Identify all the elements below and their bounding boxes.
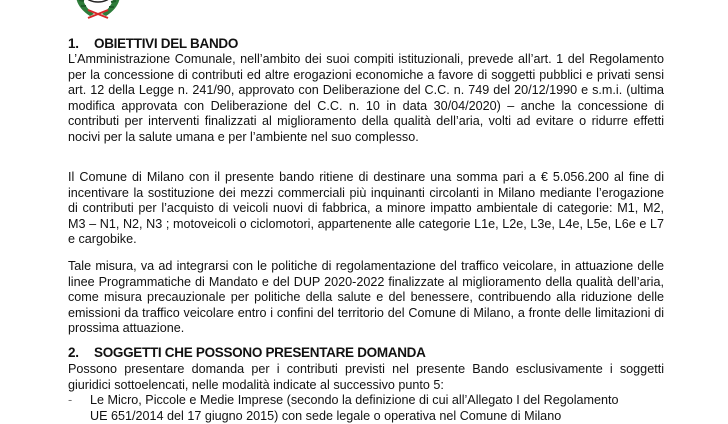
bullet-text: Le Micro, Piccole e Medie Imprese (secondo la definizione di cui all’Allegato I del Regolamento — [90, 393, 619, 407]
section-title: OBIETTIVI DEL BANDO — [94, 36, 239, 51]
section-1-paragraph-1: L’Amministrazione Comunale, nell’ambito dei suoi compiti istituzionali, prevede all’art. 1 del Regolamento per la concessione di contributi ed altre erogazioni economiche a favore di soggetti pubblici e privati sensi art. 12 della Legge n. 241/90, approvato con Deliberazione del C.C. n. 749 del 20/12/1990 e s.m.i. (ultima modifica approvata con Deliberazione del C.C. n. 10 in data 30/04/2020) – anche la concessione di contributi per interventi finalizzati al miglioramento della qualità dell’aria, volti ad evitare o ridurre effetti nocivi per la salute umana e per l’ambiente nel suo complesso. — [68, 52, 664, 144]
section-2-heading — [68, 345, 426, 360]
section-1-paragraph-2: Il Comune di Milano con il presente bando ritiene di destinare una somma pari a € 5.056.200 al fine di incentivare la sostituzione dei mezzi commerciali più inquinanti circolanti in Milano mediante l’erogazione di contributi per l’acquisto di veicoli nuovi di fabbrica, a minore impatto ambientale di categorie: M1, M2, M3 – N1, N2, N3 ; motoveicoli o ciclomotori, appartenente alle categorie L1e, L2e, L3e, L4e, L5e, L6e e L7 e cargobike. — [68, 170, 664, 247]
section-2-paragraph-1: Possono presentare domanda per i contributi previsti nel presente Bando esclusivamente i soggetti giuridici sottoelencati, nelle modalità indicate al successivo punto 5: — [68, 362, 664, 392]
section-title: SOGGETTI CHE POSSONO PRESENTARE DOMANDA — [94, 345, 426, 360]
section-1-paragraph-3: Tale misura, va ad integrarsi con le politiche di regolamentazione del traffico veicolare, in attuazione delle linee Programmatiche di Mandato e del DUP 2020-2022 finalizzate al miglioramento della qualità dell’aria, come misura precauzionale per politiche della salute e del benessere, contribuendo alla riduzione delle emissioni da traffico veicolare entro i confini del territorio del Comune di Milano, a fronte delle limitazioni di prossima attuazione. — [68, 259, 664, 336]
bullet-text-continued: UE 651/2014 del 17 giugno 2015) con sede legale o operativa nel Comune di Milano — [90, 408, 562, 423]
section-number: 2. — [68, 345, 79, 360]
logo-wordmark — [138, 0, 198, 2]
section-number: 1. — [68, 36, 79, 51]
comune-di-milano-crest-icon — [72, 0, 124, 20]
bullet-marker: - — [68, 393, 73, 407]
section-1-heading — [68, 36, 238, 51]
